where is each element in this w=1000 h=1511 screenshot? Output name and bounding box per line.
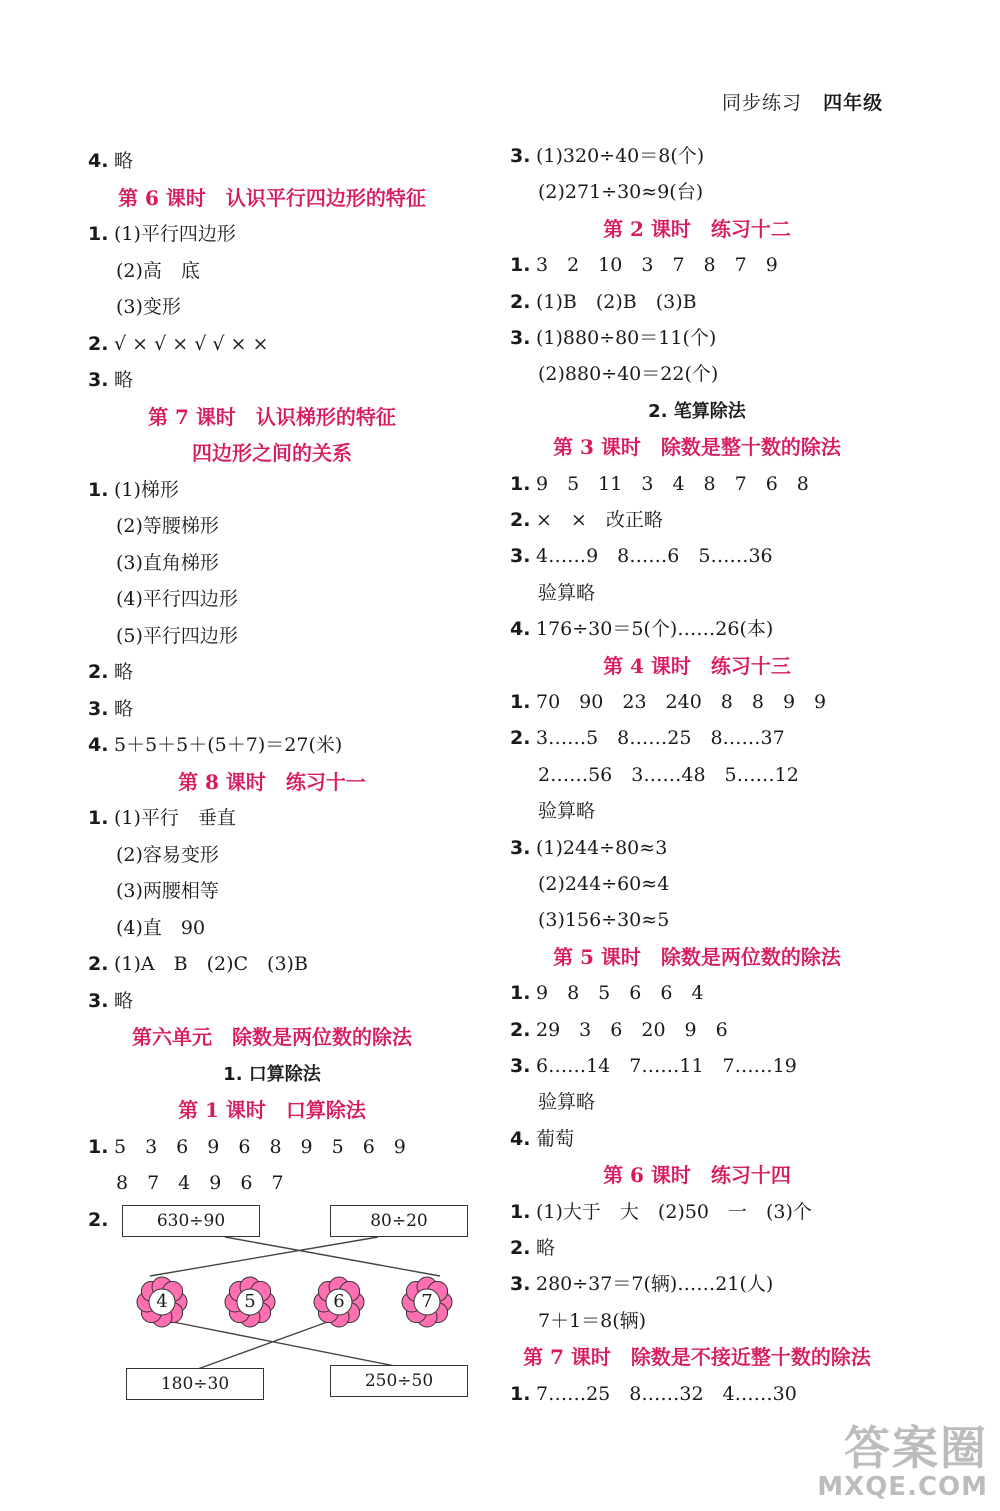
answer-line (538, 1090, 595, 1114)
question-number: 3. (510, 1273, 531, 1296)
question-number: 1. (88, 807, 109, 829)
answer-text: 70 90 23 240 8 8 9 9 (536, 691, 827, 713)
answer-text: 葡萄 (536, 1127, 575, 1150)
lesson-title-text: 第 7 课时 除数是不接近整十数的除法 (523, 1345, 871, 1370)
question-number: 1. (510, 472, 531, 495)
question-number: 2. (510, 290, 531, 313)
lesson-title (447, 1163, 947, 1188)
answer-text: 9 8 5 6 6 4 (536, 982, 704, 1005)
answer-line (88, 1135, 406, 1159)
flower-4 (136, 1276, 188, 1328)
section-heading-text: 2. 笔算除法 (648, 400, 746, 422)
answer-line (510, 690, 826, 714)
answer-text: (1)244÷80≈3 (536, 836, 668, 859)
answer-line (88, 989, 133, 1013)
question-number: 1. (510, 1200, 531, 1223)
answer-line (88, 222, 236, 246)
answer-line (88, 697, 133, 721)
answer-text: 6……14 7……11 7……19 (536, 1055, 797, 1077)
answer-line (116, 879, 219, 903)
answer-text: 176÷30＝5(个)……26(本) (536, 618, 774, 641)
question-number: 1. (510, 254, 531, 277)
lesson-title-text: 四边形之间的关系 (192, 441, 352, 465)
answer-line (88, 806, 236, 830)
answer-line (538, 908, 669, 932)
flower-6 (313, 1276, 365, 1328)
lesson-title (22, 1098, 522, 1123)
answer-text: 略 (114, 989, 134, 1012)
flower-7 (401, 1276, 453, 1328)
answer-line (538, 180, 703, 204)
question-number: 3. (510, 836, 531, 859)
question-number: 2. (510, 1018, 531, 1041)
watermark-logo-text: 答案圈 (844, 1421, 988, 1475)
answer-line (510, 836, 667, 860)
question-number: 1. (510, 982, 531, 1005)
lesson-title-text: 第 1 课时 口算除法 (178, 1098, 366, 1122)
answer-line (116, 551, 219, 575)
question-number: 3. (510, 327, 531, 349)
question-number: 2. (88, 1208, 109, 1231)
answer-line (538, 1309, 646, 1333)
answer-line (510, 1382, 797, 1406)
watermark (817, 1423, 988, 1501)
answer-text: √ × √ × √ √ × × (114, 332, 269, 355)
answer-text: 略 (114, 661, 134, 683)
answer-text: 验算略 (538, 581, 596, 604)
answer-text: (1)880÷80＝11(个) (536, 327, 717, 349)
answer-line (116, 514, 219, 538)
answer-line (510, 472, 809, 496)
question-number: 4. (510, 1127, 531, 1150)
answer-text: 3……5 8……25 8……37 (536, 727, 785, 750)
answer-line (116, 259, 200, 283)
answer-line (510, 253, 778, 277)
flower-number: 4 (156, 1291, 168, 1312)
answer-text: (2)271÷30≈9(台) (538, 181, 704, 204)
lesson-title (447, 1345, 947, 1370)
question-number: 1. (88, 1135, 109, 1158)
answer-text: (1)B (2)B (3)B (536, 290, 697, 313)
answer-text: (2)880÷40＝22(个) (538, 363, 719, 386)
question-number: 4. (88, 734, 109, 756)
question-number: 3. (88, 369, 109, 391)
lesson-title-text: 第 6 课时 认识平行四边形的特征 (118, 185, 426, 210)
answer-text: 9 5 11 3 4 8 7 6 8 (536, 472, 809, 495)
lesson-title (447, 654, 947, 679)
answer-line (510, 1054, 797, 1078)
page-header (722, 88, 883, 115)
answer-text: 2……56 3……48 5……12 (538, 763, 799, 786)
answer-text: (1)平行四边形 (114, 223, 236, 245)
answer-text: (4)平行四边形 (116, 588, 238, 610)
answer-text: × × 改正略 (536, 509, 663, 531)
answer-text: 略 (114, 697, 134, 720)
answer-line (510, 326, 716, 350)
question-number: 2. (510, 1237, 531, 1259)
section-heading-text: 1. 口算除法 (223, 1063, 321, 1085)
answer-line (538, 763, 799, 787)
answer-text: 8 7 4 9 6 7 (116, 1172, 284, 1194)
lesson-title (447, 435, 947, 460)
lesson-title-text: 第 6 课时 练习十四 (603, 1163, 791, 1188)
question-number: 3. (510, 545, 531, 568)
lesson-title-text: 第 5 课时 除数是两位数的除法 (553, 944, 841, 969)
answer-text: (2)等腰梯形 (116, 515, 219, 537)
answer-line (510, 1272, 773, 1296)
answer-text: 略 (114, 369, 134, 391)
answer-line (88, 733, 342, 757)
answer-line (510, 1018, 728, 1042)
answer-text: (2)高 底 (116, 259, 200, 282)
question-number: 2. (510, 727, 531, 750)
answer-text: (2)容易变形 (116, 843, 219, 866)
expr-box-180-30: 180÷30 (126, 1368, 264, 1400)
answer-text: 29 3 6 20 9 6 (536, 1018, 728, 1041)
question-number: 3. (88, 989, 109, 1012)
book-title: 同步练习 (722, 92, 803, 114)
lesson-title-text: 第 8 课时 练习十一 (178, 769, 366, 794)
section-heading (22, 1062, 522, 1087)
expr-box-250-50: 250÷50 (330, 1365, 468, 1397)
answer-text: 验算略 (538, 1091, 596, 1114)
lesson-title (22, 186, 522, 211)
answer-line (510, 508, 663, 532)
answer-text: (1)平行 垂直 (114, 807, 236, 829)
question-number: 3. (510, 145, 531, 167)
question-number: 1. (510, 1382, 531, 1405)
answer-text: (1)梯形 (114, 478, 179, 501)
answer-text: 7……25 8……32 4……30 (536, 1382, 797, 1405)
answer-line (116, 843, 219, 867)
lesson-title-text: 第 4 课时 练习十三 (603, 653, 791, 678)
lesson-title (447, 217, 947, 242)
answer-line (116, 1171, 284, 1195)
answer-line (510, 617, 773, 641)
lesson-title-text: 第 3 课时 除数是整十数的除法 (553, 435, 841, 460)
lesson-title (22, 1025, 522, 1050)
flower-5 (224, 1276, 276, 1328)
answer-text: 280÷37＝7(辆)……21(人) (536, 1273, 774, 1296)
answer-text: (3)直角梯形 (116, 551, 219, 574)
expr-box-80-20: 80÷20 (330, 1205, 468, 1237)
answer-text: 验算略 (538, 800, 596, 823)
answer-text: (1)大于 大 (2)50 一 (3)个 (536, 1200, 812, 1223)
flower-number: 6 (333, 1291, 345, 1312)
answer-line (538, 799, 595, 823)
answer-line (510, 1200, 812, 1224)
lesson-title-text: 第六单元 除数是两位数的除法 (132, 1025, 412, 1049)
question-number: 4. (510, 618, 531, 641)
lesson-title (447, 945, 947, 970)
answer-text: 5＋5＋5＋(5＋7)＝27(米) (114, 734, 343, 756)
flower-number: 5 (244, 1291, 256, 1312)
answer-text: (5)平行四边形 (116, 624, 238, 647)
answer-text: (3)两腰相等 (116, 880, 219, 902)
answer-line (510, 981, 704, 1005)
question-number: 1. (88, 223, 109, 245)
answer-text: 略 (114, 150, 134, 172)
lesson-title-text: 第 2 课时 练习十二 (603, 216, 791, 241)
watermark-url: MXQE.COM (817, 1472, 988, 1502)
answer-line (510, 144, 704, 168)
answer-text: (3)变形 (116, 296, 181, 318)
answer-line (538, 872, 669, 896)
question-number: 2. (88, 953, 109, 975)
answer-text: (4)直 90 (116, 916, 206, 939)
answer-line (510, 544, 773, 568)
answer-line (510, 290, 697, 314)
question-number: 2. (88, 332, 109, 355)
flower-number: 7 (421, 1291, 433, 1312)
answer-line (116, 624, 238, 648)
answer-line (88, 332, 268, 356)
answer-line (538, 362, 718, 386)
question-number: 4. (88, 150, 109, 172)
lesson-title-text: 第 7 课时 认识梯形的特征 (148, 404, 396, 429)
answer-text: 7＋1＝8(辆) (538, 1309, 647, 1332)
question-number: 3. (510, 1055, 531, 1077)
question-number: 3. (88, 697, 109, 720)
answer-line (538, 581, 595, 605)
answer-line (510, 726, 785, 750)
answer-line (510, 1236, 555, 1260)
question-number: 1. (510, 691, 531, 713)
lesson-title (22, 770, 522, 795)
answer-text: 5 3 6 9 6 8 9 5 6 9 (114, 1135, 406, 1158)
answer-line (88, 952, 308, 976)
answer-line (116, 916, 205, 940)
answer-line (88, 660, 133, 684)
answer-text: 4……9 8……6 5……36 (536, 545, 773, 568)
answer-line (116, 587, 238, 611)
expr-box-630-90: 630÷90 (122, 1205, 260, 1237)
answer-text: 略 (536, 1237, 556, 1259)
answer-text: (1)320÷40＝8(个) (536, 145, 705, 167)
answer-text: (3)156÷30≈5 (538, 909, 670, 932)
question-number: 2. (510, 509, 531, 531)
answer-text: (2)244÷60≈4 (538, 873, 670, 895)
answer-line (116, 295, 181, 319)
grade-label: 四年级 (823, 92, 884, 114)
question-number: 1. (88, 478, 109, 501)
answer-line (510, 1127, 574, 1151)
answer-text: 3 2 10 3 7 8 7 9 (536, 254, 778, 277)
answer-line (88, 478, 179, 502)
answer-line (88, 149, 133, 173)
section-heading (447, 399, 947, 424)
question-number: 2. (88, 661, 109, 683)
answer-text: (1)A B (2)C (3)B (114, 953, 308, 975)
answer-line (88, 368, 133, 392)
